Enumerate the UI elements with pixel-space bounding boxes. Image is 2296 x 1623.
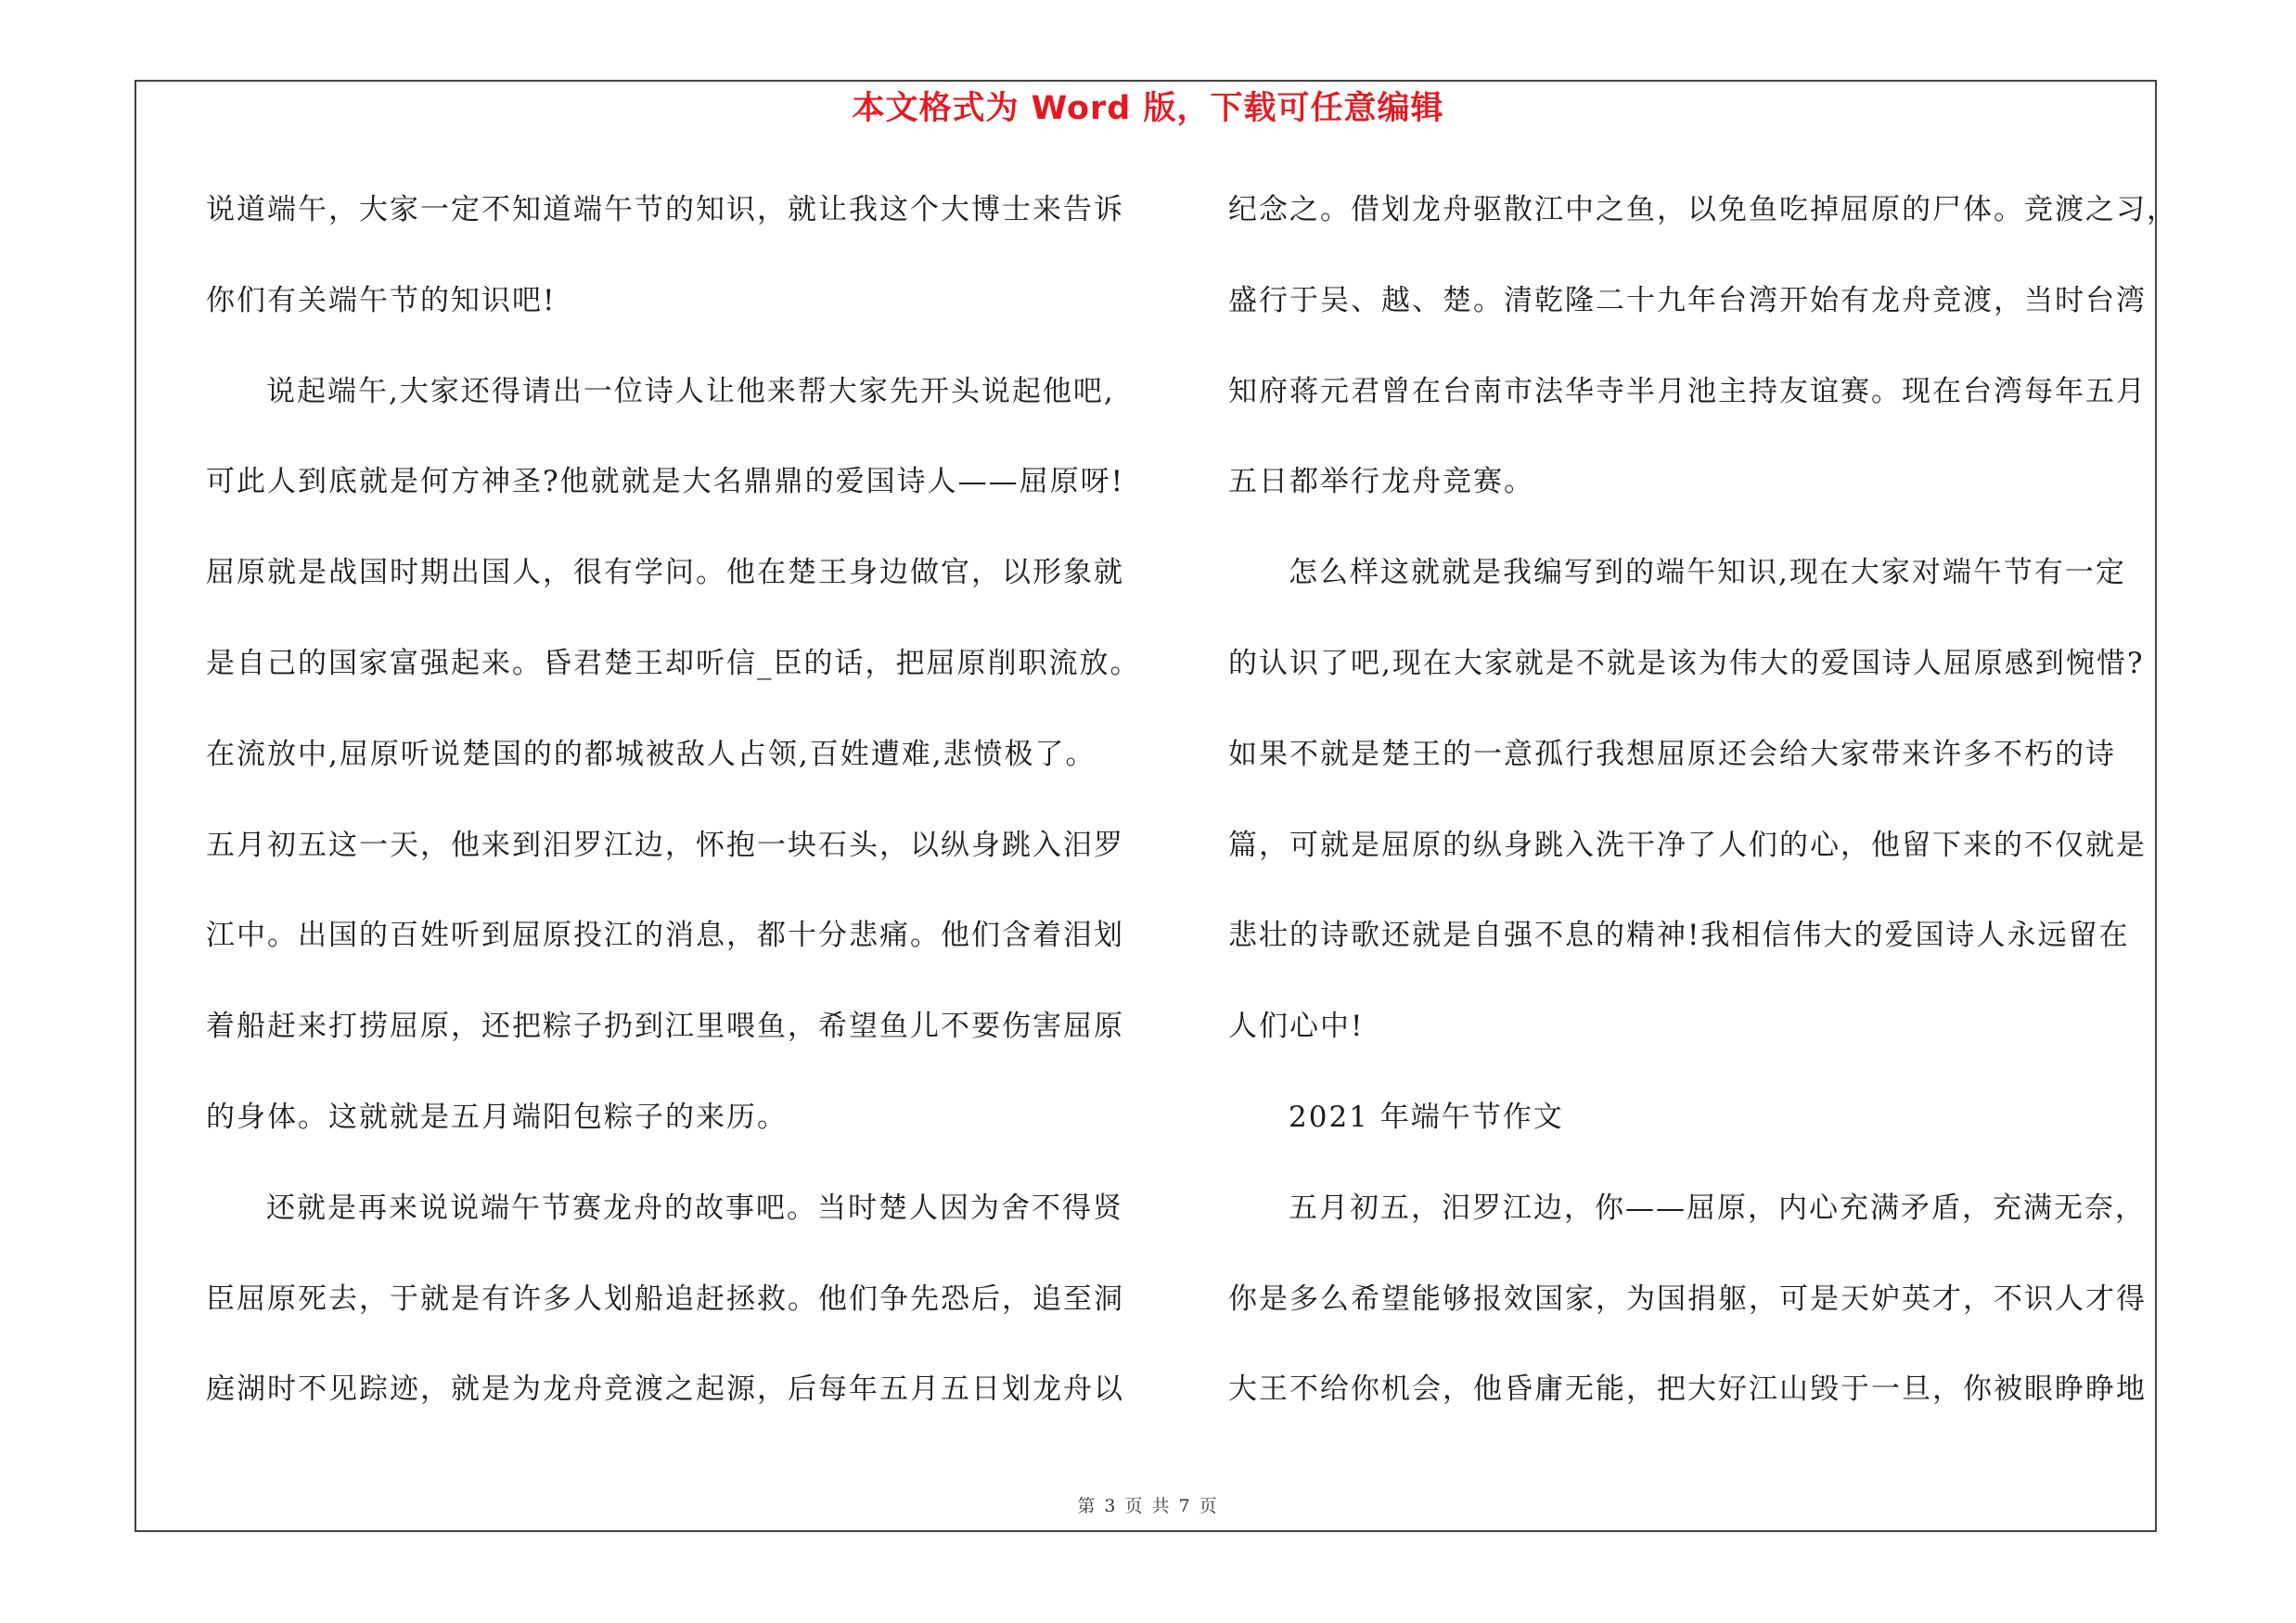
text-line: 臣屈原死去，于就是有许多人划船追赶拯救。他们争先恐后，追至洞 (206, 1282, 1124, 1316)
page-number-footer: 第 3 页 共 7 页 (1077, 1496, 1219, 1516)
text-line: 盛行于吴、越、楚。清乾隆二十九年台湾开始有龙舟竞渡，当时台湾 (1228, 283, 2147, 317)
text-line: 庭湖时不见踪迹，就是为龙舟竞渡之起源，后每年五月五日划龙舟以 (206, 1372, 1124, 1407)
text-line: 悲壮的诗歌还就是自强不息的精神!我相信伟大的爱国诗人永远留在 (1228, 919, 2130, 953)
text-line: 是自己的国家富强起来。昏君楚王却听信_臣的话，把屈原削职流放。 (206, 646, 1141, 680)
right-text-column (1228, 182, 2177, 1452)
text-line: 大王不给你机会，他昏庸无能，把大好江山毁于一旦，你被眼睁睁地 (1228, 1372, 2147, 1407)
text-line: 着船赶来打捞屈原，还把粽子扔到江里喂鱼，希望鱼儿不要伤害屈原 (206, 1010, 1124, 1044)
text-line: 你们有关端午节的知识吧! (206, 283, 557, 317)
text-line: 如果不就是楚王的一意孤行我想屈原还会给大家带来许多不朽的诗 (1228, 737, 2116, 771)
text-line: 说道端午，大家一定不知道端午节的知识，就让我这个大博士来告诉 (206, 193, 1124, 226)
text-line: 人们心中! (1228, 1010, 1365, 1044)
text-line: 还就是再来说说端午节赛龙舟的故事吧。当时楚人因为舍不得贤 (266, 1191, 1123, 1225)
text-line: 江中。出国的百姓听到屈原投江的消息，都十分悲痛。他们含着泪划 (206, 919, 1124, 953)
text-line: 在流放中,屈原听说楚国的的都城被敌人占领,百姓遭难,悲愤极了。 (206, 737, 1097, 771)
text-line: 你是多么希望能够报效国家，为国捐躯，可是天妒英才，不识人才得 (1228, 1282, 2147, 1316)
text-line: 可此人到底就是何方神圣?他就就是大名鼎鼎的爱国诗人——屈原呀! (206, 465, 1125, 499)
format-notice-banner: 本文格式为 Word 版，下载可任意编辑 (852, 90, 1444, 127)
text-line: 的身体。这就就是五月端阳包粽子的来历。 (206, 1100, 788, 1134)
text-line: 五月初五这一天，他来到汨罗江边，怀抱一块石头，以纵身跳入汨罗 (206, 828, 1124, 862)
text-line: 2021 年端午节作文 (1289, 1100, 1564, 1134)
text-line: 的认识了吧,现在大家就是不就是该为伟大的爱国诗人屈原感到惋惜? (1228, 646, 2145, 680)
text-line: 纪念之。借划龙舟驱散江中之鱼，以免鱼吃掉屈原的尸体。竞渡之习， (1228, 193, 2177, 226)
text-line: 怎么样这就就是我编写到的端午知识,现在大家对端午节有一定 (1289, 556, 2126, 590)
left-text-column (206, 182, 1141, 1452)
text-line: 屈原就是战国时期出国人，很有学问。他在楚王身边做官，以形象就 (206, 556, 1124, 590)
text-line: 五日都举行龙舟竞赛。 (1228, 465, 1534, 499)
text-line: 说起端午,大家还得请出一位诗人让他来帮大家先开头说起他吧, (266, 374, 1115, 408)
text-line: 知府蒋元君曾在台南市法华寺半月池主持友谊赛。现在台湾每年五月 (1228, 374, 2147, 408)
text-line: 五月初五，汨罗江边，你——屈原，内心充满矛盾，充满无奈， (1289, 1191, 2146, 1225)
text-line: 篇，可就是屈原的纵身跳入洗干净了人们的心，他留下来的不仅就是 (1228, 828, 2147, 862)
